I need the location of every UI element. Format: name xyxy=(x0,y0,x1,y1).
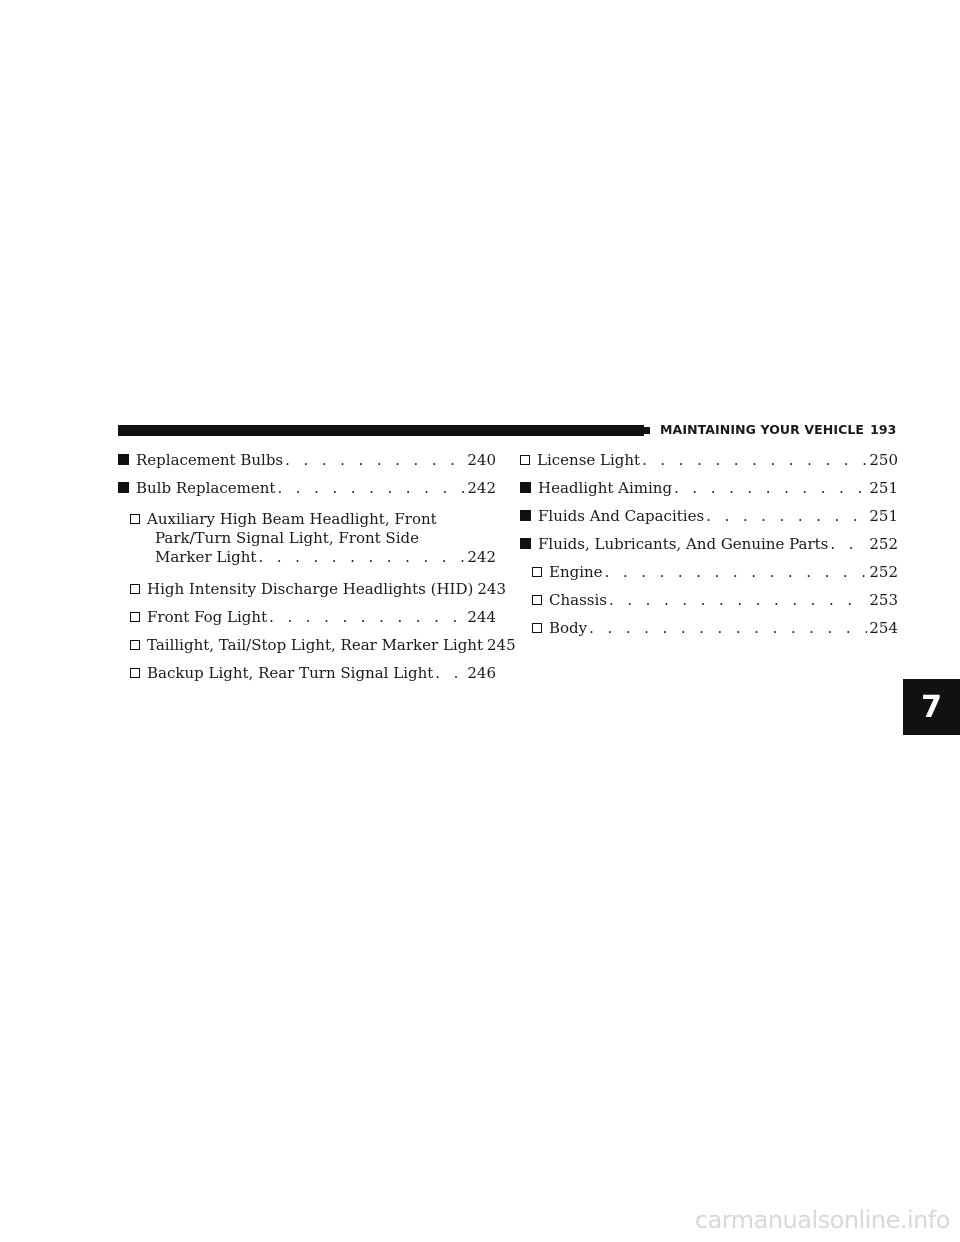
filled-square-bullet-icon xyxy=(520,510,531,521)
toc-entry-label: Marker Light xyxy=(155,548,257,566)
toc-entry-label: Front Fog Light xyxy=(147,608,268,626)
dot-leader xyxy=(285,450,465,470)
toc-entry-page: 253 xyxy=(869,591,898,609)
toc-entry[interactable] xyxy=(118,450,496,478)
toc-entry-label: Engine xyxy=(549,563,603,581)
filled-square-bullet-icon xyxy=(118,454,129,465)
toc-entry[interactable] xyxy=(118,607,496,635)
toc-left-column xyxy=(118,450,516,691)
toc-entry[interactable] xyxy=(520,618,898,646)
toc-entry-label-line: Park/Turn Signal Light, Front Side xyxy=(155,529,419,547)
toc-entry[interactable] xyxy=(520,534,898,562)
section-title: MAINTAINING YOUR VEHICLE xyxy=(660,422,865,437)
toc-entry-page: 243 xyxy=(477,580,507,598)
open-square-bullet-icon xyxy=(532,595,542,605)
toc-entry[interactable] xyxy=(520,450,898,478)
toc-entry-label-line: Auxiliary High Beam Headlight, Front xyxy=(147,510,437,528)
toc-entry[interactable] xyxy=(520,478,898,506)
open-square-bullet-icon xyxy=(532,567,542,577)
toc-entry[interactable] xyxy=(118,579,507,607)
open-square-bullet-icon xyxy=(130,668,140,678)
filled-square-bullet-icon xyxy=(520,482,531,493)
open-square-bullet-icon xyxy=(130,612,140,622)
open-square-bullet-icon xyxy=(532,623,542,633)
dot-leader xyxy=(706,506,867,526)
dot-leader xyxy=(830,534,867,554)
toc-entry-label: Bulb Replacement xyxy=(136,479,276,497)
running-header xyxy=(660,422,900,437)
toc-entry-page: 251 xyxy=(869,507,898,525)
dot-leader xyxy=(609,590,867,610)
toc-entry-label: Backup Light, Rear Turn Signal Light xyxy=(147,664,434,682)
toc-entry-page: 254 xyxy=(869,619,898,637)
filled-square-bullet-icon xyxy=(520,538,531,549)
dot-leader xyxy=(642,450,867,470)
toc-entry-page: 251 xyxy=(869,479,898,497)
dot-leader xyxy=(277,478,465,498)
toc-entry-page: 240 xyxy=(467,451,496,469)
open-square-bullet-icon xyxy=(520,455,530,465)
open-square-bullet-icon xyxy=(130,584,140,594)
toc-entry-page: 252 xyxy=(869,535,898,553)
dot-leader xyxy=(258,547,465,567)
toc-entry-page: 245 xyxy=(487,636,516,654)
toc-entry-page: 252 xyxy=(869,563,898,581)
toc-entry-label: Body xyxy=(549,619,588,637)
open-square-bullet-icon xyxy=(130,514,140,524)
dot-leader xyxy=(674,478,867,498)
toc-entry[interactable] xyxy=(520,506,898,534)
page-number: 193 xyxy=(870,422,897,437)
toc-entry[interactable] xyxy=(118,635,516,663)
dot-leader xyxy=(589,618,867,638)
filled-square-bullet-icon xyxy=(118,482,129,493)
toc-entry-label: High Intensity Discharge Headlights (HID) xyxy=(147,580,474,598)
toc-entry-label: Taillight, Tail/Stop Light, Rear Marker Light xyxy=(147,636,483,654)
toc-entry-page: 246 xyxy=(467,664,496,682)
header-rule xyxy=(118,425,644,436)
toc-entry-label: Fluids, Lubricants, And Genuine Parts xyxy=(538,535,829,553)
toc-entry-label: Replacement Bulbs xyxy=(136,451,284,469)
toc-entry-page: 250 xyxy=(869,451,898,469)
toc-entry[interactable] xyxy=(520,562,898,590)
toc-entry-page: 242 xyxy=(467,548,496,566)
watermark: carmanualsonline.info xyxy=(694,1206,950,1234)
open-square-bullet-icon xyxy=(130,640,140,650)
dot-leader xyxy=(269,607,465,627)
toc-entry[interactable] xyxy=(118,509,496,579)
header-rule-end xyxy=(644,427,650,434)
toc-entry-label: Fluids And Capacities xyxy=(538,507,705,525)
toc-entry[interactable] xyxy=(118,663,496,691)
toc-right-column xyxy=(520,450,898,646)
toc-entry-label: License Light xyxy=(537,451,641,469)
toc-entry[interactable] xyxy=(520,590,898,618)
toc-entry-page: 244 xyxy=(467,608,496,626)
toc-entry[interactable] xyxy=(118,478,496,506)
dot-leader xyxy=(605,562,868,582)
toc-entry-page: 242 xyxy=(467,479,496,497)
toc-entry-label: Headlight Aiming xyxy=(538,479,673,497)
dot-leader xyxy=(435,663,465,683)
toc-entry-label: Chassis xyxy=(549,591,607,609)
chapter-tab: 7 xyxy=(903,679,960,735)
